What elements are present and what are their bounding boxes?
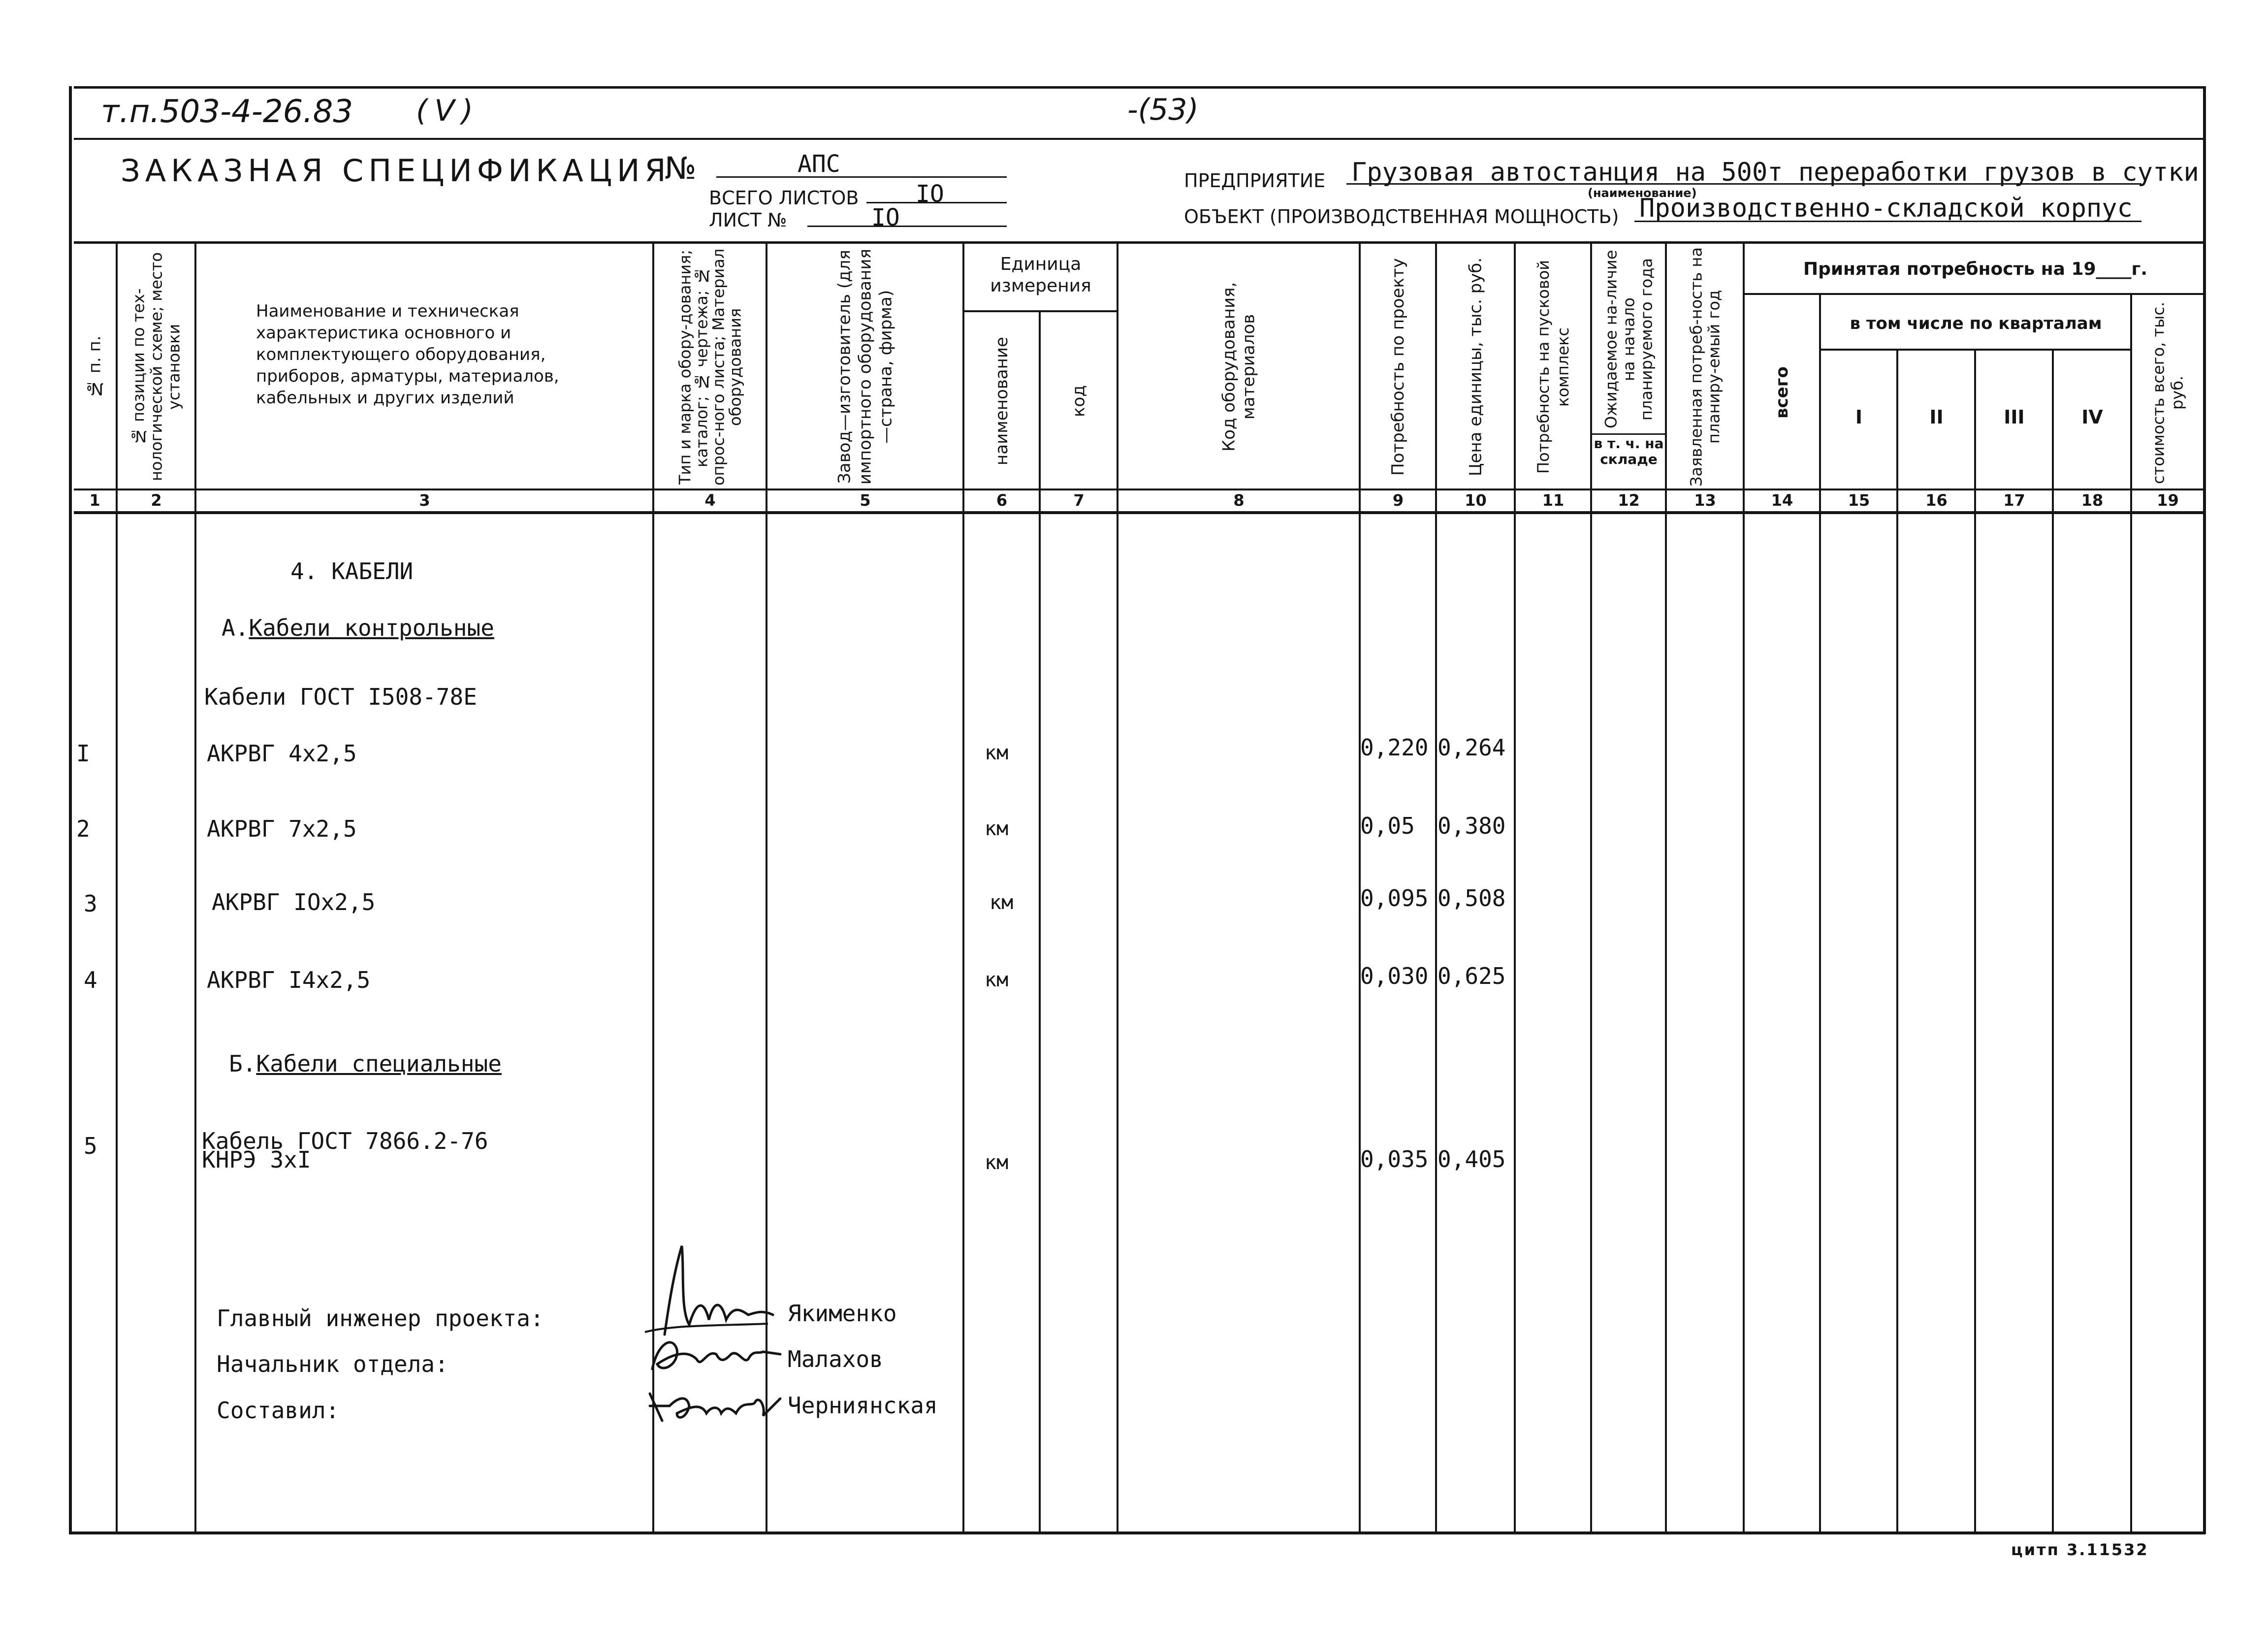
header-c16: II: [1929, 406, 1944, 428]
header-c7: код: [1069, 385, 1089, 418]
row-3-num: 3: [84, 890, 97, 917]
header-c3: Наименование и техническая характеристика основного и комплектующего оборудования, приборов, арматуры, материалов, кабельных и других изделий: [256, 301, 559, 408]
header-c6: наименование: [992, 337, 1012, 466]
row-2-num: 2: [76, 815, 90, 842]
row-5-unit: км: [985, 1151, 1009, 1174]
header-c10: Цена единицы, тыс. руб.: [1466, 257, 1486, 477]
col-divider-14: [1819, 293, 1821, 1534]
row-5-name-line1: Кабель ГОСТ 7866.2-76: [202, 1128, 488, 1154]
doc-code: т.п.503-4-26.83: [101, 94, 353, 130]
number-underline: [716, 176, 1007, 178]
row-4-name: АКРВГ I4х2,5: [207, 967, 371, 993]
col-num-15: 15: [1848, 491, 1870, 510]
header-c12-sub: в т. ч. на складе: [1594, 435, 1664, 467]
handwritten-signature-2: [642, 1330, 790, 1384]
number-label: №: [665, 150, 697, 186]
header-c15: I: [1855, 406, 1863, 428]
signature-role-1: Главный инженер проекта:: [217, 1305, 544, 1332]
signature-name-3: Черниянская: [788, 1392, 938, 1419]
col-divider-13: [1743, 241, 1745, 1534]
column-number-bottom-line: [74, 511, 2205, 514]
subsection-b: [229, 1050, 502, 1077]
signature-name-2: Малахов: [788, 1346, 883, 1372]
col-divider-6: [1039, 310, 1041, 1534]
header-c14: всего: [1772, 366, 1792, 419]
frame-right: [2203, 86, 2206, 1534]
header-c12: Ожидаемое на-личие на начало планируемого года: [1601, 250, 1656, 429]
header-accepted-group: Принятая потребность на 19____г.: [1803, 259, 2148, 279]
frame-top: [74, 86, 2205, 89]
spec-title: ЗАКАЗНАЯ СПЕЦИФИКАЦИЯ: [121, 153, 671, 189]
header-c5: Завод—изготовитель (для импортного оборудования —страна, фирма): [834, 249, 896, 485]
number-value: АПС: [798, 150, 840, 178]
col-num-18: 18: [2081, 491, 2104, 510]
subsection-a-title: Кабели контрольные: [249, 615, 494, 641]
naming-note: (наименование): [1588, 186, 1697, 200]
row-5-name-line2: КНРЭ 3хI: [202, 1146, 311, 1173]
col-num-4: 4: [704, 491, 716, 510]
title-divider: [74, 138, 2205, 140]
accepted-subheader-line: [1743, 293, 2205, 295]
col-num-5: 5: [860, 491, 871, 510]
col-num-6: 6: [996, 491, 1008, 510]
col-divider-10: [1514, 241, 1516, 1534]
signature-role-3: Составил:: [217, 1397, 340, 1424]
col-divider-17: [2052, 349, 2054, 1534]
page-mark: -(53): [1127, 93, 1199, 127]
col-num-1: 1: [89, 491, 100, 510]
header-c8: Код оборудования, материалов: [1219, 282, 1259, 452]
row-2-unit: км: [985, 817, 1009, 840]
col-divider-5: [962, 241, 964, 1534]
col-divider-1: [116, 241, 118, 1534]
footer-stamp: цитп 3.11532: [2011, 1540, 2149, 1559]
c12-sub-line: [1590, 433, 1665, 435]
col-divider-7: [1117, 241, 1118, 1534]
object-value: Производственно-складской корпус: [1639, 194, 2133, 223]
row-4-num: 4: [84, 967, 97, 993]
row-1-qty: 0,220: [1360, 734, 1429, 761]
col-num-12: 12: [1618, 491, 1640, 510]
header-c11: Потребность на пусковой комплекс: [1534, 260, 1572, 474]
variant-mark: (V): [416, 94, 480, 128]
row-2-name: АКРВГ 7х2,5: [207, 815, 357, 842]
row-4-unit: км: [985, 969, 1009, 991]
handwritten-signature-1: [635, 1241, 783, 1339]
header-c9: Потребность по проекту: [1388, 258, 1408, 476]
col-divider-11: [1590, 241, 1592, 1534]
col-divider-2: [194, 241, 196, 1534]
header-top-line: [74, 241, 2205, 244]
subsection-a: [222, 615, 494, 641]
row-2-qty: 0,05: [1360, 813, 1415, 839]
object-label: ОБЪЕКТ (ПРОИЗВОДСТВЕННАЯ МОЩНОСТЬ): [1184, 206, 1619, 228]
col-num-13: 13: [1694, 491, 1716, 510]
col-num-16: 16: [1925, 491, 1948, 510]
col-num-19: 19: [2157, 491, 2179, 510]
group-title: Кабели ГОСТ I508-78Е: [204, 684, 477, 710]
sheet-label: ЛИСТ №: [709, 209, 787, 231]
row-1-num: I: [76, 740, 90, 767]
object-underline: [1634, 221, 2141, 222]
col-num-14: 14: [1771, 491, 1793, 510]
row-2-price: 0,380: [1437, 813, 1506, 839]
header-c19: стоимость всего, тыс. руб.: [2149, 301, 2187, 484]
row-3-qty: 0,095: [1360, 885, 1429, 912]
row-1-name: АКРВГ 4х2,5: [207, 740, 357, 767]
row-1-unit: км: [985, 742, 1009, 764]
row-5-qty: 0,035: [1360, 1146, 1429, 1173]
section-title: 4. КАБЕЛИ: [290, 558, 414, 585]
header-c18: IV: [2081, 406, 2103, 428]
header-c4: Тип и марка обору-дования; каталог; № чертежа; № опрос-ного листа; Материал оборудования: [675, 248, 745, 486]
col-num-2: 2: [151, 491, 162, 510]
total-sheets-underline: [866, 202, 1007, 203]
col-divider-9: [1435, 241, 1437, 1534]
frame-left: [69, 86, 72, 1534]
row-5-price: 0,405: [1437, 1146, 1506, 1173]
row-5-num: 5: [84, 1133, 97, 1159]
col-num-10: 10: [1465, 491, 1487, 510]
row-4-qty: 0,030: [1360, 963, 1429, 989]
col-num-8: 8: [1233, 491, 1245, 510]
enterprise-underline: [1346, 183, 2141, 185]
sheet-value: IO: [871, 204, 900, 231]
header-quarter-group: в том числе по кварталам: [1850, 314, 2102, 333]
total-sheets-value: IO: [916, 180, 944, 208]
col-num-9: 9: [1392, 491, 1404, 510]
col-divider-16: [1974, 349, 1976, 1534]
frame-bottom: [69, 1531, 2205, 1534]
col-num-11: 11: [1542, 491, 1565, 510]
signature-role-2: Начальник отдела:: [217, 1351, 448, 1377]
signature-name-1: Якименко: [788, 1300, 897, 1327]
sheet-underline: [807, 226, 1007, 227]
row-3-unit: км: [990, 891, 1014, 914]
handwritten-signature-3: [642, 1379, 790, 1433]
col-divider-18: [2130, 293, 2132, 1534]
col-divider-15: [1896, 349, 1898, 1534]
col-num-7: 7: [1073, 491, 1085, 510]
col-num-3: 3: [419, 491, 430, 510]
row-3-name: АКРВГ IOх2,5: [212, 889, 376, 915]
header-c17: III: [2004, 406, 2025, 428]
header-c13: Заявленная потреб-ность на планиру-емый год: [1687, 247, 1724, 487]
subsection-b-title: Кабели специальные: [256, 1050, 502, 1077]
subsection-b-prefix: Б.: [229, 1050, 256, 1077]
row-4-price: 0,625: [1437, 963, 1506, 989]
total-sheets-label: ВСЕГО ЛИСТОВ: [709, 187, 859, 209]
header-unit-group: Единица измерения: [990, 254, 1091, 296]
col-num-17: 17: [2003, 491, 2025, 510]
col-divider-12: [1665, 241, 1667, 1534]
subsection-a-prefix: А.: [222, 615, 249, 641]
enterprise-value: Грузовая автостанция на 500т переработки грузов в сутки: [1351, 158, 2199, 187]
header-c2: № позиции по тех-нологической схеме; место установки: [129, 252, 184, 482]
row-3-price: 0,508: [1437, 885, 1506, 912]
row-1-price: 0,264: [1437, 734, 1506, 761]
enterprise-label: ПРЕДПРИЯТИЕ: [1184, 170, 1326, 192]
header-c1: № п. п.: [85, 335, 105, 398]
